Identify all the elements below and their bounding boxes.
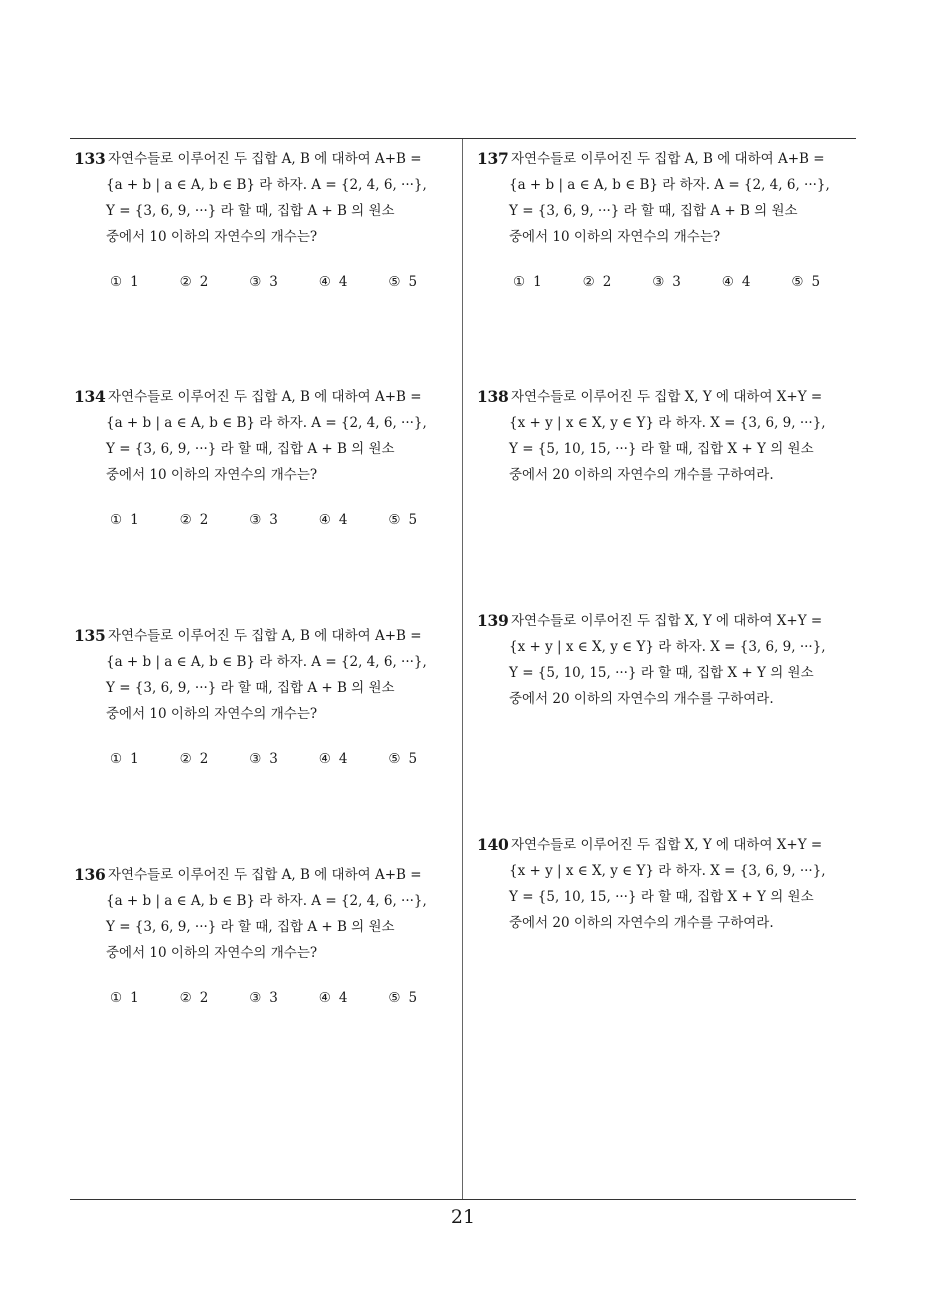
choice-2[interactable]: ② 2 xyxy=(179,990,209,1006)
choice-4[interactable]: ④ 4 xyxy=(318,990,348,1006)
problem-number: 139 xyxy=(477,611,509,630)
choice-5[interactable]: ⑤ 5 xyxy=(388,512,418,528)
stem-line: {x + y | x ∈ X, y ∈ Y} 라 하자. X = {3, 6, 9, ···}, xyxy=(509,415,826,431)
stem-line: Y = {3, 6, 9, ···} 라 할 때, 집합 A + B 의 원소 xyxy=(106,441,395,457)
choice-1[interactable]: ① 1 xyxy=(110,274,139,290)
choice-5[interactable]: ⑤ 5 xyxy=(388,990,418,1006)
stem-line: {a + b | a ∈ A, b ∈ B} 라 하자. A = {2, 4, 6, ···}, xyxy=(106,654,427,670)
stem-line: {a + b | a ∈ A, b ∈ B} 라 하자. A = {2, 4, 6, ···}, xyxy=(106,177,427,193)
stem-line: Y = {3, 6, 9, ···} 라 할 때, 집합 A + B 의 원소 xyxy=(509,203,798,219)
stem-line: Y = {5, 10, 15, ···} 라 할 때, 집합 X + Y 의 원소 xyxy=(509,889,814,905)
choice-1[interactable]: ① 1 xyxy=(110,512,139,528)
choice-4[interactable]: ④ 4 xyxy=(721,274,751,290)
choice-3[interactable]: ③ 3 xyxy=(249,512,278,528)
problem-140 xyxy=(477,832,861,936)
choice-4[interactable]: ④ 4 xyxy=(318,751,348,767)
answer-choices xyxy=(74,274,458,290)
problem-number: 133 xyxy=(74,149,106,168)
problem-stem xyxy=(477,384,861,488)
problem-number: 140 xyxy=(477,835,509,854)
problem-number: 135 xyxy=(74,626,106,645)
problem-stem xyxy=(74,862,458,966)
stem-line: {a + b | a ∈ A, b ∈ B} 라 하자. A = {2, 4, 6, ···}, xyxy=(106,415,427,431)
answer-choices xyxy=(74,990,458,1006)
stem-line: 자연수들로 이루어진 두 집합 X, Y 에 대하여 X+Y = xyxy=(511,613,823,629)
choice-2[interactable]: ② 2 xyxy=(179,751,209,767)
bottom-rule xyxy=(70,1199,856,1200)
problem-stem xyxy=(477,832,861,936)
stem-line: 중에서 10 이하의 자연수의 개수는? xyxy=(106,229,318,245)
stem-line: Y = {5, 10, 15, ···} 라 할 때, 집합 X + Y 의 원소 xyxy=(509,665,814,681)
problem-stem xyxy=(477,146,861,250)
problem-stem xyxy=(74,146,458,250)
stem-line: 자연수들로 이루어진 두 집합 A, B 에 대하여 A+B = xyxy=(108,867,422,883)
stem-line: {x + y | x ∈ X, y ∈ Y} 라 하자. X = {3, 6, 9, ···}, xyxy=(509,639,826,655)
choice-3[interactable]: ③ 3 xyxy=(652,274,681,290)
stem-line: 자연수들로 이루어진 두 집합 A, B 에 대하여 A+B = xyxy=(108,628,422,644)
choice-1[interactable]: ① 1 xyxy=(110,990,139,1006)
choice-5[interactable]: ⑤ 5 xyxy=(388,751,418,767)
stem-line: Y = {3, 6, 9, ···} 라 할 때, 집합 A + B 의 원소 xyxy=(106,919,395,935)
stem-line: 자연수들로 이루어진 두 집합 X, Y 에 대하여 X+Y = xyxy=(511,389,823,405)
stem-line: 중에서 10 이하의 자연수의 개수는? xyxy=(106,467,318,483)
problem-138 xyxy=(477,384,861,488)
problem-136 xyxy=(74,862,458,1006)
stem-line: 중에서 10 이하의 자연수의 개수는? xyxy=(106,945,318,961)
problem-stem xyxy=(477,608,861,712)
top-rule xyxy=(70,138,856,139)
problem-stem xyxy=(74,623,458,727)
choice-2[interactable]: ② 2 xyxy=(179,512,209,528)
choice-1[interactable]: ① 1 xyxy=(513,274,542,290)
answer-choices xyxy=(74,512,458,528)
stem-line: 자연수들로 이루어진 두 집합 A, B 에 대하여 A+B = xyxy=(108,389,422,405)
problem-number: 134 xyxy=(74,387,106,406)
problem-137 xyxy=(477,146,861,290)
problem-stem xyxy=(74,384,458,488)
problem-133 xyxy=(74,146,458,290)
answer-choices xyxy=(477,274,861,290)
stem-line: {x + y | x ∈ X, y ∈ Y} 라 하자. X = {3, 6, 9, ···}, xyxy=(509,863,826,879)
problem-139 xyxy=(477,608,861,712)
problem-134 xyxy=(74,384,458,528)
stem-line: 중에서 20 이하의 자연수의 개수를 구하여라. xyxy=(509,467,774,483)
stem-line: Y = {3, 6, 9, ···} 라 할 때, 집합 A + B 의 원소 xyxy=(106,203,395,219)
choice-3[interactable]: ③ 3 xyxy=(249,274,278,290)
choice-5[interactable]: ⑤ 5 xyxy=(388,274,418,290)
choice-3[interactable]: ③ 3 xyxy=(249,751,278,767)
choice-1[interactable]: ① 1 xyxy=(110,751,139,767)
choice-5[interactable]: ⑤ 5 xyxy=(791,274,821,290)
stem-line: Y = {3, 6, 9, ···} 라 할 때, 집합 A + B 의 원소 xyxy=(106,680,395,696)
answer-choices xyxy=(74,751,458,767)
stem-line: {a + b | a ∈ A, b ∈ B} 라 하자. A = {2, 4, 6, ···}, xyxy=(509,177,830,193)
stem-line: Y = {5, 10, 15, ···} 라 할 때, 집합 X + Y 의 원소 xyxy=(509,441,814,457)
stem-line: 중에서 20 이하의 자연수의 개수를 구하여라. xyxy=(509,691,774,707)
choice-2[interactable]: ② 2 xyxy=(179,274,209,290)
stem-line: 자연수들로 이루어진 두 집합 A, B 에 대하여 A+B = xyxy=(511,151,825,167)
column-divider xyxy=(462,139,463,1199)
problem-135 xyxy=(74,623,458,767)
choice-4[interactable]: ④ 4 xyxy=(318,274,348,290)
problem-number: 136 xyxy=(74,865,106,884)
stem-line: 중에서 20 이하의 자연수의 개수를 구하여라. xyxy=(509,915,774,931)
stem-line: 자연수들로 이루어진 두 집합 X, Y 에 대하여 X+Y = xyxy=(511,837,823,853)
page-number: 21 xyxy=(450,1206,476,1228)
stem-line: 중에서 10 이하의 자연수의 개수는? xyxy=(106,706,318,722)
stem-line: {a + b | a ∈ A, b ∈ B} 라 하자. A = {2, 4, 6, ···}, xyxy=(106,893,427,909)
stem-line: 자연수들로 이루어진 두 집합 A, B 에 대하여 A+B = xyxy=(108,151,422,167)
stem-line: 중에서 10 이하의 자연수의 개수는? xyxy=(509,229,721,245)
problem-number: 137 xyxy=(477,149,509,168)
choice-4[interactable]: ④ 4 xyxy=(318,512,348,528)
choice-3[interactable]: ③ 3 xyxy=(249,990,278,1006)
choice-2[interactable]: ② 2 xyxy=(582,274,612,290)
problem-number: 138 xyxy=(477,387,509,406)
